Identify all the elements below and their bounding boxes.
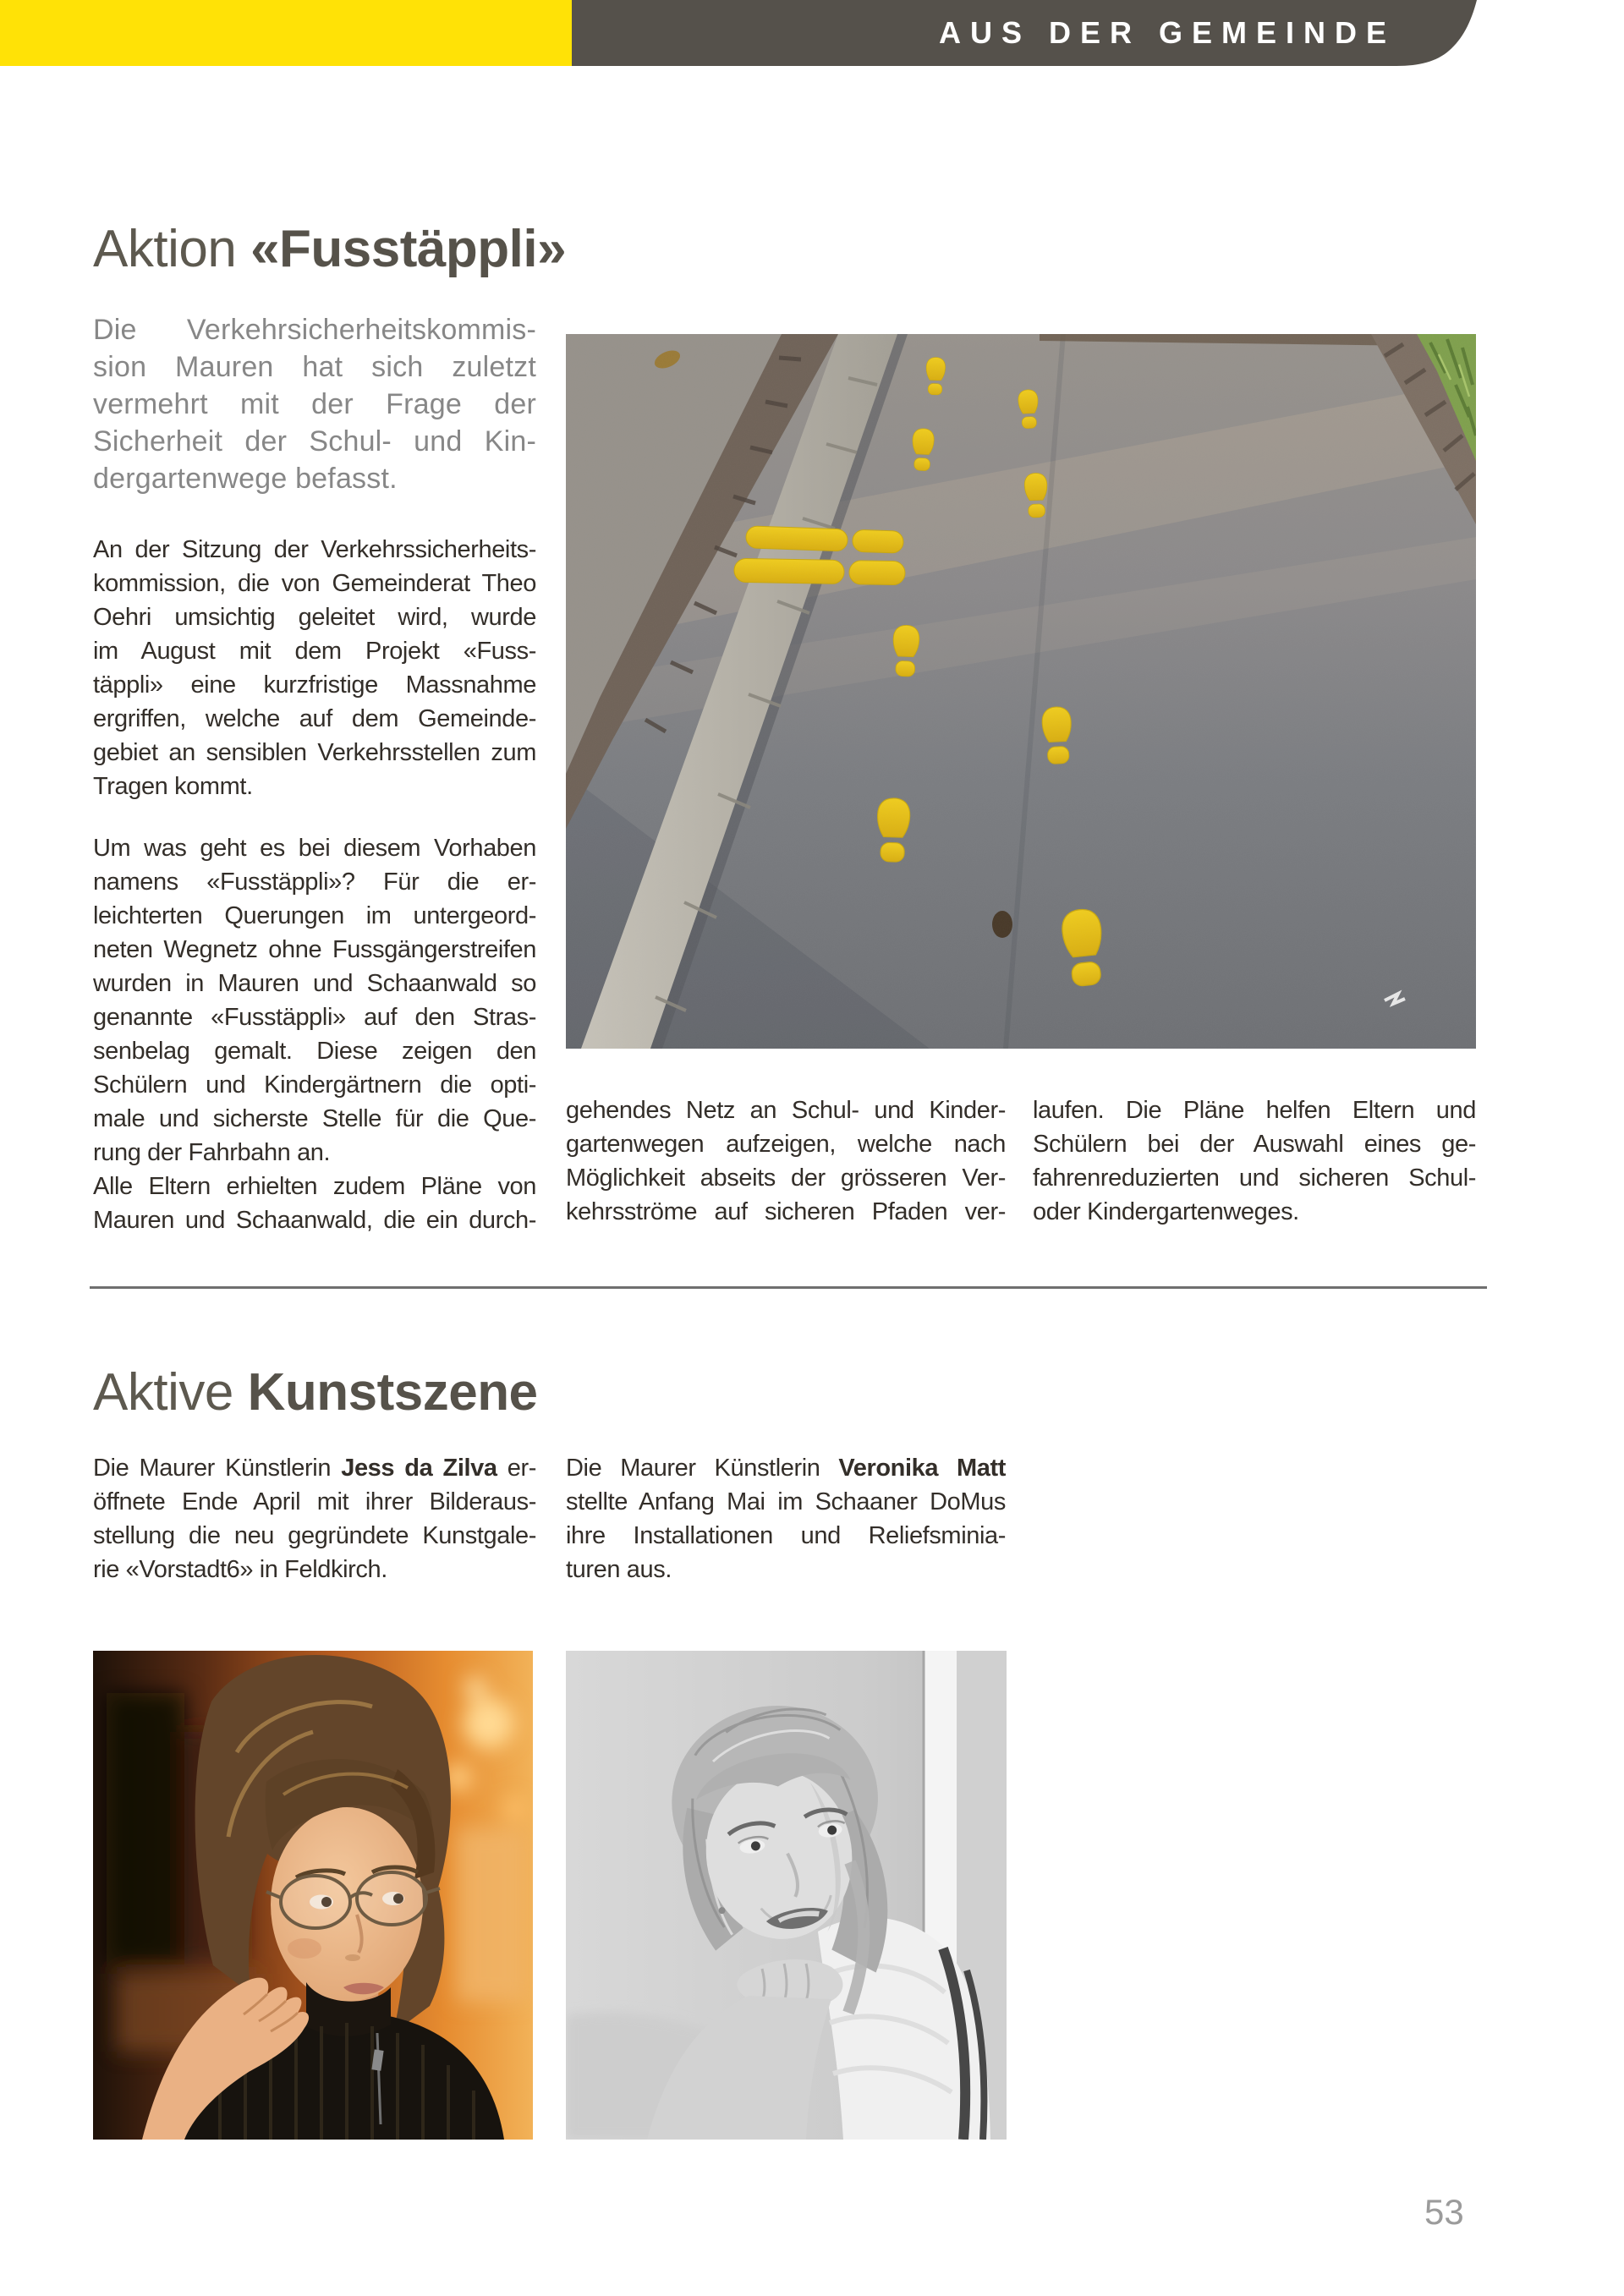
text-line: gehendes Netz an Schul- und Kinder- bbox=[566, 1097, 1006, 1124]
text-line: Die Verkehrsicherheitskommis- bbox=[93, 314, 536, 346]
text-line: Schülern bei der Auswahl eines ge- bbox=[1033, 1131, 1476, 1158]
text-line: fahrenreduzierten und sicheren Schul- bbox=[1033, 1164, 1476, 1192]
article1-title-bold: «Fusstäppli» bbox=[250, 219, 567, 278]
text-line: ihre Installationen und Reliefsminia- bbox=[566, 1522, 1006, 1549]
text-line: täppli» eine kurzfristige Massnahme bbox=[93, 671, 536, 699]
text-line: stellte Anfang Mai im Schaaner DoMus bbox=[566, 1488, 1006, 1515]
text-line: Die Maurer Künstlerin Veronika Matt bbox=[566, 1455, 1006, 1482]
text-line: oder Kindergartenweges. bbox=[1033, 1198, 1299, 1225]
portrait-photo-veronika-matt bbox=[566, 1651, 1007, 2140]
article2-col1-paragraph bbox=[93, 1451, 536, 1586]
text-line: stellung die neu gegründete Kunstgale- bbox=[93, 1522, 536, 1549]
text-line: wurden in Mauren und Schaanwald so bbox=[93, 970, 536, 997]
article2-title-bold: Kunstszene bbox=[247, 1362, 538, 1422]
text-line: Die Maurer Künstlerin Jess da Zilva er- bbox=[93, 1455, 536, 1482]
header-section-label: AUS DER GEMEINDE bbox=[938, 15, 1396, 50]
article1-title-light: Aktion bbox=[93, 219, 237, 278]
text-line: vermehrt mit der Frage der bbox=[93, 388, 536, 420]
text-line: genannte «Fusstäppli» auf den Stras- bbox=[93, 1004, 536, 1031]
article2-col2-paragraph bbox=[566, 1451, 1006, 1586]
text-line: Mauren und Schaanwald, die ein durch- bbox=[93, 1207, 536, 1234]
article1-col1-paragraph-2 bbox=[93, 831, 536, 1237]
text-line: turen aus. bbox=[566, 1556, 672, 1583]
text-line: male und sicherste Stelle für die Que- bbox=[93, 1105, 536, 1132]
text-line: namens «Fusstäppli»? Für die er- bbox=[93, 869, 536, 896]
text-line: öffnete Ende April mit ihrer Bilderaus- bbox=[93, 1488, 536, 1515]
text-line: sion Mauren hat sich zuletzt bbox=[93, 351, 536, 383]
text-line: kehrsströme auf sicheren Pfaden ver- bbox=[566, 1198, 1006, 1225]
article1-col1-paragraph-1 bbox=[93, 533, 536, 803]
portrait-photo-jess-da-zilva bbox=[93, 1651, 533, 2140]
header-yellow-bar bbox=[0, 0, 572, 66]
text-line: ergriffen, welche auf dem Gemeinde- bbox=[93, 705, 536, 732]
text-line: laufen. Die Pläne helfen Eltern und bbox=[1033, 1097, 1476, 1124]
text-line: gartenwegen aufzeigen, welche nach bbox=[566, 1131, 1006, 1158]
road-footprints-photo bbox=[566, 334, 1476, 1049]
article1-title bbox=[93, 220, 566, 281]
text-line: im August mit dem Projekt «Fuss- bbox=[93, 638, 536, 665]
text-line: gebiet an sensiblen Verkehrsstellen zum bbox=[93, 739, 536, 766]
text-line: Möglichkeit abseits der grösseren Ver- bbox=[566, 1164, 1006, 1192]
article1-lead-paragraph bbox=[93, 311, 536, 497]
text-line: dergartenwege befasst. bbox=[93, 463, 398, 495]
text-line: Um was geht es bei diesem Vorhaben bbox=[93, 835, 536, 862]
text-line: Sicherheit der Schul- und Kin- bbox=[93, 425, 536, 458]
section-divider bbox=[90, 1286, 1487, 1289]
article1-col3-paragraph bbox=[1033, 1093, 1476, 1229]
text-line: Tragen kommt. bbox=[93, 773, 253, 800]
text-line: Oehri umsichtig geleitet wird, wurde bbox=[93, 604, 536, 631]
text-line: senbelag gemalt. Diese zeigen den bbox=[93, 1038, 536, 1065]
text-line: An der Sitzung der Verkehrssicherheits- bbox=[93, 536, 536, 563]
article2-title-light: Aktive bbox=[93, 1362, 233, 1422]
text-line: rung der Fahrbahn an. bbox=[93, 1139, 331, 1166]
text-line: neten Wegnetz ohne Fussgängerstreifen bbox=[93, 936, 536, 963]
article2-title bbox=[93, 1363, 538, 1424]
text-line: leichterten Querungen im untergeord- bbox=[93, 902, 536, 929]
text-line: rie «Vorstadt6» in Feldkirch. bbox=[93, 1556, 387, 1583]
page-number: 53 bbox=[1424, 2192, 1464, 2232]
article1-col2-paragraph bbox=[566, 1093, 1006, 1229]
text-line: Alle Eltern erhielten zudem Pläne von bbox=[93, 1173, 536, 1200]
text-line: kommission, die von Gemeinderat Theo bbox=[93, 570, 536, 597]
text-line: Schülern und Kindergärtnern die opti- bbox=[93, 1071, 536, 1099]
